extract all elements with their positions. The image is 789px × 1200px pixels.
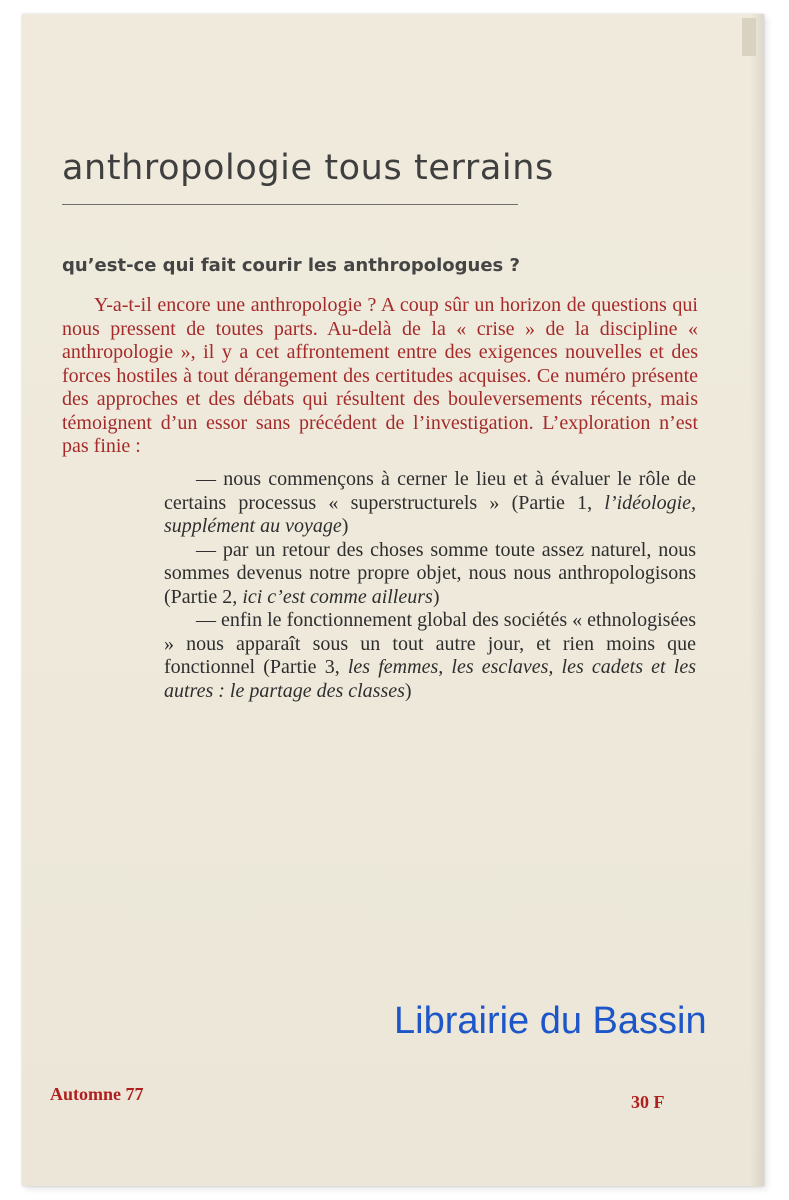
part-2-title: ici c’est comme ailleurs: [242, 585, 433, 608]
part-2-close: ): [432, 585, 440, 608]
part-1-close: ): [341, 515, 349, 537]
part-2-text: — par un retour des choses somme toute assez naturel, nous sommes devenus notre propre objet, nous nous anthropologisons (Partie 2,: [164, 538, 696, 608]
part-1-paragraph: [164, 468, 696, 539]
cover-subtitle: qu’est-ce qui fait courir les anthropologues ?: [62, 255, 520, 276]
bookseller-watermark: Librairie du Bassin: [394, 1000, 707, 1042]
issue-season: Automne 77: [50, 1084, 144, 1104]
part-3-title: les femmes, les esclaves, les cadets et les autres : le partage des classes: [164, 656, 696, 702]
cover-edge-shadow: [750, 14, 764, 1186]
cover-fold-edge: [742, 18, 756, 56]
part-2-paragraph: [164, 539, 696, 610]
part-1-text: — nous commençons à cerner le lieu et à évaluer le rôle de certains processus « superstructurels » (Partie 1,: [164, 468, 696, 514]
part-3-text: — enfin le fonctionnement global des sociétés « ethnologisées » nous apparaît sous un tout autre jour, et rien moins que fonctionnel (Partie 3,: [164, 609, 696, 678]
parts-list: [164, 468, 696, 703]
part-3-close: ): [404, 679, 412, 702]
part-1-title: l’idéologie, supplément au voyage: [164, 491, 696, 537]
intro-paragraph: Y-a-t-il encore une anthropologie ? A coup sûr un horizon de questions qui nous pressent de toutes parts. Au-delà de la « crise » de la discipline « anthropologie », il y a cet affrontement entre des exigences nouvelles et des forces hostiles à tout dérangement des certitudes acquises. Ce numéro présente des approches et des débats qui résultent des bouleversements récents, mais témoignent d’un essor sans précédent de l’investigation. L’exploration n’est pas finie :: [62, 294, 698, 457]
part-3-paragraph: [164, 609, 696, 703]
issue-price: 30 F: [631, 1092, 665, 1112]
cover-title: anthropologie tous terrains: [62, 148, 554, 188]
title-divider: [62, 204, 518, 205]
